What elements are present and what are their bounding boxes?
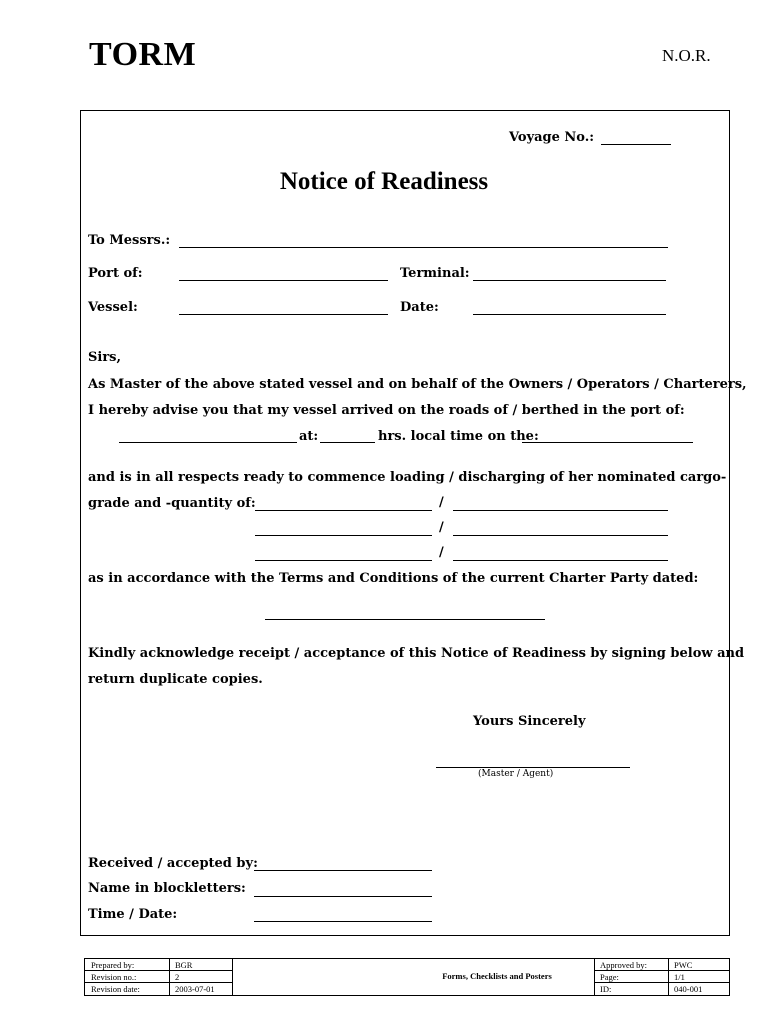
- paragraph-charter-party: as in accordance with the Terms and Conditions of the current Charter Party dated:: [88, 571, 699, 586]
- port-of-field[interactable]: [179, 280, 388, 281]
- torm-logo: TORM: [89, 36, 197, 73]
- to-messrs-field[interactable]: [179, 247, 668, 248]
- approved-by-value: PWC: [674, 960, 693, 970]
- cargo-quantity-field-3[interactable]: [453, 560, 668, 561]
- received-label: Received / accepted by:: [88, 856, 258, 871]
- slash: /: [439, 495, 444, 510]
- port-of-label: Port of:: [88, 266, 143, 281]
- time-date-field[interactable]: [254, 921, 432, 922]
- vessel-label: Vessel:: [88, 300, 138, 315]
- time-date-label: Time / Date:: [88, 907, 178, 922]
- page-label: Page:: [600, 972, 619, 982]
- charter-party-date-field[interactable]: [265, 619, 545, 620]
- form-code: N.O.R.: [662, 46, 711, 65]
- slash: /: [439, 520, 444, 535]
- vessel-field[interactable]: [179, 314, 388, 315]
- id-value: 040-001: [674, 984, 703, 994]
- arrival-time-field[interactable]: [320, 442, 375, 443]
- approved-by-label: Approved by:: [600, 960, 647, 970]
- page-value: 1/1: [674, 972, 685, 982]
- cargo-grade-field-3[interactable]: [255, 560, 432, 561]
- cargo-quantity-field-2[interactable]: [453, 535, 668, 536]
- paragraph-master-line1: As Master of the above stated vessel and on behalf of the Owners / Operators / Charterers,: [88, 377, 747, 392]
- salutation: Sirs,: [88, 350, 122, 365]
- voyage-label: Voyage No.:: [509, 130, 595, 145]
- paragraph-cargo-line1: and is in all respects ready to commence loading / discharging of her nominated cargo-: [88, 470, 727, 485]
- paragraph-master-line2: I hereby advise you that my vessel arrived on the roads of / berthed in the port of:: [88, 403, 685, 418]
- date-label: Date:: [400, 300, 439, 315]
- name-blockletters-label: Name in blockletters:: [88, 881, 246, 896]
- received-field[interactable]: [254, 870, 432, 871]
- terminal-field[interactable]: [473, 280, 666, 281]
- paragraph-acknowledge-line2: return duplicate copies.: [88, 672, 263, 687]
- revision-date-label: Revision date:: [91, 984, 140, 994]
- cargo-grade-field-1[interactable]: [255, 510, 432, 511]
- date-field[interactable]: [473, 314, 666, 315]
- slash: /: [439, 545, 444, 560]
- revision-no-label: Revision no.:: [91, 972, 137, 982]
- signature-field[interactable]: [436, 767, 630, 768]
- prepared-by-label: Prepared by:: [91, 960, 135, 970]
- name-blockletters-field[interactable]: [254, 896, 432, 897]
- footer-category: Forms, Checklists and Posters: [442, 971, 552, 981]
- form-frame: [80, 110, 747, 936]
- revision-no-value: 2: [175, 972, 180, 982]
- cargo-grade-field-2[interactable]: [255, 535, 432, 536]
- paragraph-cargo-line2: grade and -quantity of:: [88, 496, 256, 511]
- paragraph-acknowledge-line1: Kindly acknowledge receipt / acceptance of this Notice of Readiness by signing below and: [88, 646, 745, 661]
- cargo-quantity-field-1[interactable]: [453, 510, 668, 511]
- arrival-date-field[interactable]: [522, 442, 693, 443]
- prepared-by-value: BGR: [175, 960, 193, 970]
- master-agent-caption: (Master / Agent): [478, 769, 554, 779]
- voyage-field[interactable]: [601, 144, 671, 145]
- revision-date-value: 2003-07-01: [175, 984, 215, 994]
- to-messrs-label: To Messrs.:: [88, 233, 171, 248]
- closing-yours-sincerely: Yours Sincerely: [473, 714, 586, 729]
- port-arrival-field[interactable]: [119, 442, 297, 443]
- hrs-label: hrs. local time on the:: [378, 429, 539, 444]
- form-title: Notice of Readiness: [279, 168, 489, 195]
- id-label: ID:: [600, 984, 612, 994]
- document-control-table: [84, 958, 730, 996]
- at-label: at:: [299, 429, 319, 444]
- terminal-label: Terminal:: [400, 266, 470, 281]
